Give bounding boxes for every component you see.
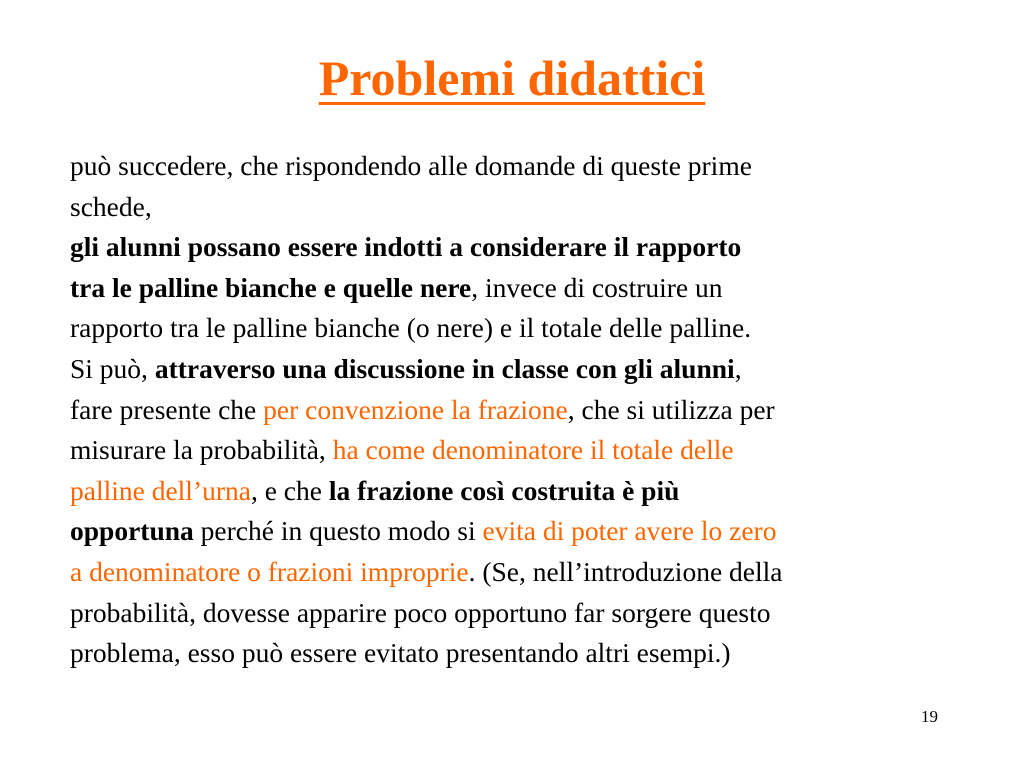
slide-body-text	[70, 146, 970, 674]
body-line	[70, 187, 970, 228]
text-run: ,	[734, 352, 742, 384]
highlighted-text-run: a denominatore o frazioni improprie	[70, 555, 469, 587]
text-run: schede,	[70, 190, 152, 222]
text-run: , che si utilizza per	[567, 393, 775, 425]
text-run: , e che	[250, 474, 329, 506]
page-number: 19	[921, 707, 938, 726]
body-line	[70, 308, 970, 349]
body-line	[70, 430, 970, 471]
highlighted-text-run: ha come denominatore il totale delle	[332, 434, 734, 466]
text-run: può succedere, che rispondendo alle domande di queste prime	[70, 150, 752, 181]
body-line	[70, 552, 970, 593]
bold-text-run: tra le palline bianche e quelle nere	[70, 271, 472, 303]
bold-text-run: attraverso una discussione in classe con gli alunni	[154, 352, 735, 384]
text-run: . (Se, nell’introduzione della	[468, 555, 783, 587]
text-run: perché in questo modo si	[193, 515, 483, 547]
bold-text-run: gli alunni possano essere indotti a considerare il rapporto	[70, 231, 742, 263]
text-run: fare presente che	[70, 393, 264, 425]
highlighted-text-run: per convenzione la frazione	[263, 393, 568, 425]
highlighted-text-run: evita di poter avere lo zero	[482, 515, 777, 547]
text-run: , invece di costruire un	[471, 271, 723, 303]
body-line	[70, 227, 970, 268]
body-line	[70, 633, 970, 674]
slide-title	[0, 48, 1024, 108]
text-run: problema, esso può essere evitato presentando altri esempi.)	[70, 637, 731, 669]
text-run: probabilità, dovesse apparire poco opportuno far sorgere questo	[70, 596, 771, 628]
text-run: misurare la probabilità,	[70, 434, 333, 466]
slide-title-text: Problemi didattici	[318, 50, 706, 106]
body-line	[70, 390, 970, 431]
text-run: rapporto tra le palline bianche (o nere) e il totale delle palline.	[70, 312, 752, 344]
bold-text-run: opportuna	[70, 515, 194, 547]
body-line	[70, 349, 970, 390]
body-line	[70, 471, 970, 512]
bold-text-run: la frazione così costruita è più	[328, 474, 680, 506]
body-line	[70, 268, 970, 309]
text-run: Si può,	[70, 352, 155, 384]
highlighted-text-run: palline dell’urna	[70, 474, 251, 506]
body-line	[70, 511, 970, 552]
body-line	[70, 146, 970, 187]
body-line	[70, 593, 970, 634]
